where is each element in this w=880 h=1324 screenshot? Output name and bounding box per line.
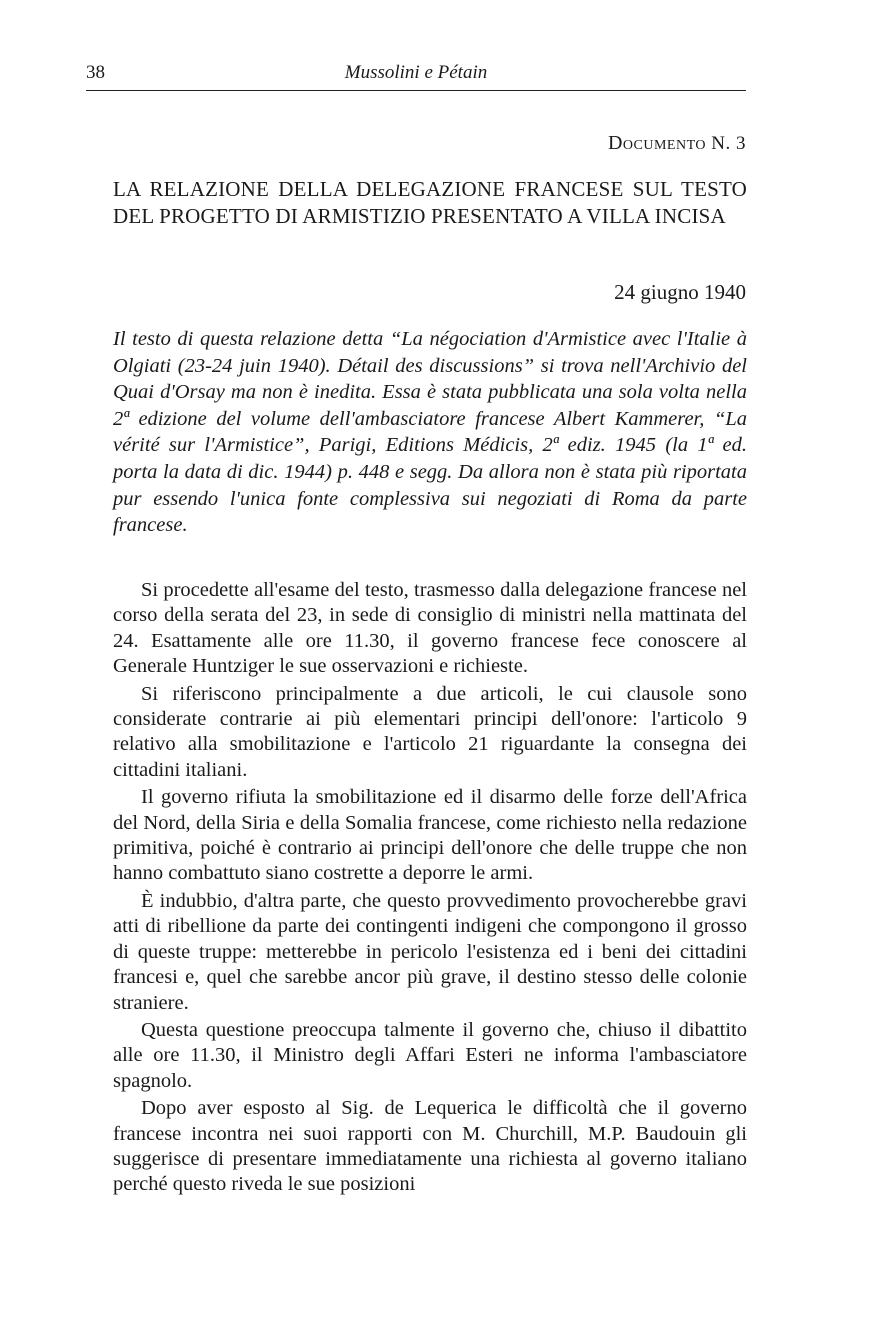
paragraph: Dopo aver esposto al Sig. de Lequerica le difficoltà che il governo francese incontra nei suoi rapporti con M. Churchill, M.P. Baudouin gli suggerisce di presentare immediatamente una richiesta al governo italiano perché questo riveda le sue posizioni bbox=[113, 1097, 747, 1196]
paragraph: È indubbio, d'altra parte, che questo provvedimento provocherebbe gravi atti di ribellione da parte dei contingenti indigeni che compongono il grosso di queste truppe: metterebbe in pericolo l'esistenza ed i beni dei cittadini francesi e, quel che sarebbe ancor più grave, il destino stesso delle colonie straniere. bbox=[113, 889, 747, 1014]
page-number: 38 bbox=[86, 62, 105, 83]
document-title: LA RELAZIONE DELLA DELEGAZIONE FRANCESE SUL TESTO DEL PROGETTO DI ARMISTIZIO PRESENTATO A VILLA INCISA bbox=[113, 177, 747, 228]
document-number: N. 3 bbox=[711, 133, 746, 154]
paragraph: Si procedette all'esame del testo, trasmesso dalla delegazione francese nel corso della serata del 23, in sede di consiglio di ministri nella mattinata del 24. Esattamente alle ore 11.30, il governo francese fece conoscere al Generale Huntziger le sue osservazioni e richieste. bbox=[113, 579, 747, 678]
running-title: Mussolini e Pétain bbox=[344, 62, 488, 83]
page-header bbox=[86, 60, 746, 91]
body-text bbox=[113, 578, 747, 1198]
document-label bbox=[608, 132, 746, 155]
paragraph: Questa questione preoccupa talmente il governo che, chiuso il dibattito alle ore 11.30, il Ministro degli Affari Esteri ne informa l'ambasciatore spagnolo. bbox=[113, 1018, 747, 1092]
document-word: Documento bbox=[607, 132, 707, 154]
paragraph: Si riferiscono principalmente a due articoli, le cui clausole sono considerate contrarie ai più elementari principi dell'onore: l'articolo 9 relativo alla smobilitazione e l'articolo 21 riguardante la consegna dei cittadini italiani. bbox=[113, 682, 747, 781]
document-date: 24 giugno 1940 bbox=[614, 280, 746, 304]
paragraph: Il governo rifiuta la smobilitazione ed il disarmo delle forze dell'Africa del Nord, della Siria e della Somalia francese, come richiesto nella redazione primitiva, poiché è contrario ai principi dell'onore che delle truppe che non hanno combattuto siano costrette a deporre le armi. bbox=[113, 786, 747, 885]
editorial-note: Il testo di questa relazione detta “La négociation d'Armistice avec l'Italie à Olgiati (23-24 juin 1940). Détail des discussions” si trova nell'Archivio del Quai d'Orsay ma non è inedita. Essa è stata pubblicata una sola volta nella 2ª edizione del volume dell'ambasciatore francese Albert Kammerer, “La vérité sur l'Armistice”, Parigi, Editions Médicis, 2ª ediz. 1945 (la 1ª ed. porta la data di dic. 1944) p. 448 e segg. Da allora non è stata più riportata pur essendo l'unica fonte complessiva sui negoziati di Roma da parte francese. bbox=[113, 328, 747, 537]
